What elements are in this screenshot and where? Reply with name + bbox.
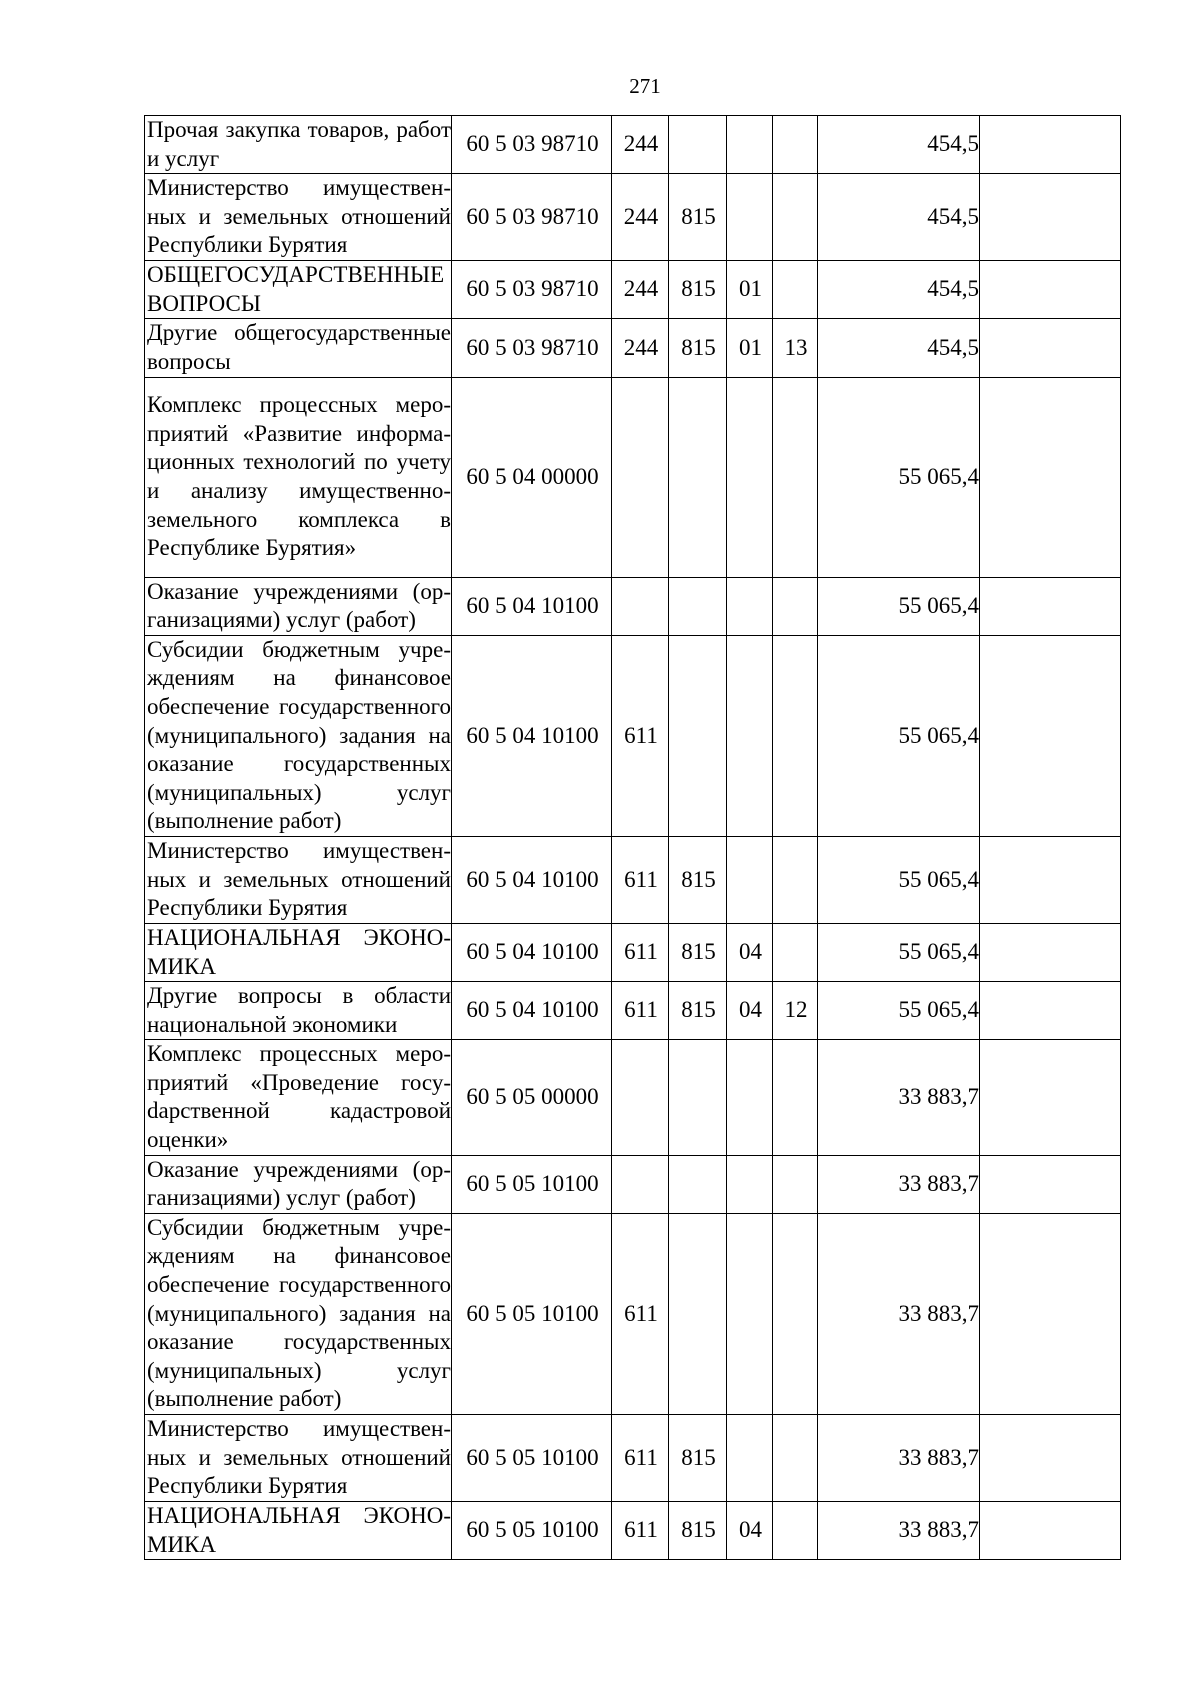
target-article-cell: 60 5 05 10100 [452,1415,612,1502]
row-name-cell: Министерство имущественных и земельных отношений Республики Бурятия [145,174,452,261]
amount-cell: 33 883,7 [818,1155,980,1213]
table-row [145,923,1121,981]
ministry-code-cell: 815 [669,1415,727,1502]
expense-type-cell [612,577,669,635]
row-name-cell: Прочая закупка товаров, работ и услуг [145,116,452,174]
amount-cell: 33 883,7 [818,1415,980,1502]
expense-type-cell: 244 [612,174,669,261]
ministry-code-cell [669,1040,727,1155]
section-cell [727,116,773,174]
expense-type-cell: 611 [612,836,669,923]
target-article-cell: 60 5 05 00000 [452,1040,612,1155]
row-name-cell: ОБЩЕГОСУДАРСТВЕННЫЕ ВОПРОСЫ [145,261,452,319]
expense-type-cell [612,377,669,577]
amount-2-cell [980,577,1121,635]
ministry-code-cell [669,116,727,174]
ministry-code-cell: 815 [669,982,727,1040]
page-number: 271 [629,74,661,98]
amount-cell: 55 065,4 [818,923,980,981]
subsection-cell [773,1502,818,1560]
section-cell: 01 [727,261,773,319]
row-name-cell: НАЦИОНАЛЬНАЯ ЭКОНОМИКА [145,1502,452,1560]
subsection-cell [773,836,818,923]
ministry-code-cell: 815 [669,1502,727,1560]
table-row [145,377,1121,577]
subsection-cell [773,923,818,981]
amount-2-cell [980,116,1121,174]
amount-cell: 33 883,7 [818,1213,980,1414]
section-cell [727,174,773,261]
section-cell [727,377,773,577]
amount-2-cell [980,1213,1121,1414]
subsection-cell: 12 [773,982,818,1040]
expense-type-cell: 244 [612,116,669,174]
ministry-code-cell [669,377,727,577]
expense-type-cell: 244 [612,261,669,319]
expense-type-cell [612,1040,669,1155]
ministry-code-cell: 815 [669,836,727,923]
section-cell [727,1213,773,1414]
subsection-cell [773,261,818,319]
subsection-cell [773,1415,818,1502]
section-cell [727,1415,773,1502]
table-row [145,982,1121,1040]
target-article-cell: 60 5 03 98710 [452,319,612,377]
ministry-code-cell: 815 [669,319,727,377]
amount-cell: 454,5 [818,261,980,319]
expense-type-cell: 611 [612,923,669,981]
section-cell [727,635,773,836]
expense-type-cell: 611 [612,982,669,1040]
target-article-cell: 60 5 03 98710 [452,174,612,261]
table-row [145,1213,1121,1414]
amount-2-cell [980,923,1121,981]
ministry-code-cell: 815 [669,923,727,981]
row-name-cell: Другие вопросы в области национальной экономики [145,982,452,1040]
amount-cell: 33 883,7 [818,1040,980,1155]
subsection-cell [773,1213,818,1414]
ministry-code-cell: 815 [669,174,727,261]
row-name-cell: Оказание учреждениями (организациями) услуг (работ) [145,577,452,635]
expense-type-cell [612,1155,669,1213]
expense-type-cell: 611 [612,635,669,836]
row-name-cell: Комплекс процессных мероприятий «Проведение госуdарственной кадастровой оценки» [145,1040,452,1155]
target-article-cell: 60 5 04 10100 [452,635,612,836]
amount-2-cell [980,174,1121,261]
row-name-cell: НАЦИОНАЛЬНАЯ ЭКОНОМИКА [145,923,452,981]
target-article-cell: 60 5 03 98710 [452,116,612,174]
table-row [145,577,1121,635]
amount-2-cell [980,836,1121,923]
subsection-cell [773,1155,818,1213]
target-article-cell: 60 5 04 00000 [452,377,612,577]
section-cell [727,1040,773,1155]
subsection-cell [773,174,818,261]
ministry-code-cell [669,577,727,635]
target-article-cell: 60 5 04 10100 [452,836,612,923]
section-cell: 01 [727,319,773,377]
expense-type-cell: 611 [612,1213,669,1414]
row-name-cell: Другие общегосударственные вопросы [145,319,452,377]
amount-cell: 55 065,4 [818,377,980,577]
target-article-cell: 60 5 04 10100 [452,577,612,635]
section-cell: 04 [727,982,773,1040]
subsection-cell [773,635,818,836]
section-cell: 04 [727,923,773,981]
table-row [145,319,1121,377]
amount-2-cell [980,377,1121,577]
table-row [145,836,1121,923]
section-cell [727,836,773,923]
row-name-cell: Министерство имущественных и земельных отношений Республики Бурятия [145,836,452,923]
target-article-cell: 60 5 05 10100 [452,1213,612,1414]
subsection-cell [773,116,818,174]
table-row [145,635,1121,836]
expense-type-cell: 611 [612,1502,669,1560]
budget-table [144,115,1121,1560]
amount-2-cell [980,1415,1121,1502]
expense-type-cell: 244 [612,319,669,377]
table-row [145,116,1121,174]
ministry-code-cell: 815 [669,261,727,319]
subsection-cell [773,1040,818,1155]
amount-cell: 55 065,4 [818,836,980,923]
target-article-cell: 60 5 05 10100 [452,1155,612,1213]
amount-cell: 454,5 [818,116,980,174]
row-name-cell: Комплекс процессных мероприятий «Развитие информационных технологий по учету и анализу имущественно-земельного комплекса в Республике Бурятия» [145,377,452,577]
amount-cell: 55 065,4 [818,982,980,1040]
row-name-cell: Субсидии бюджетным учреждениям на финансовое обеспечение государственного (муниципального) задания на оказание государственных (муниципальных) услуг (выполнение работ) [145,635,452,836]
amount-cell: 55 065,4 [818,635,980,836]
table-row [145,1415,1121,1502]
section-cell: 04 [727,1502,773,1560]
subsection-cell [773,577,818,635]
amount-2-cell [980,982,1121,1040]
table-row [145,1155,1121,1213]
table-row [145,174,1121,261]
budget-table-body [145,116,1121,1560]
amount-2-cell [980,635,1121,836]
row-name-cell: Министерство имущественных и земельных отношений Республики Бурятия [145,1415,452,1502]
table-row [145,1502,1121,1560]
amount-cell: 55 065,4 [818,577,980,635]
ministry-code-cell [669,1155,727,1213]
amount-2-cell [980,261,1121,319]
amount-cell: 33 883,7 [818,1502,980,1560]
row-name-cell: Оказание учреждениями (организациями) услуг (работ) [145,1155,452,1213]
table-row [145,1040,1121,1155]
amount-2-cell [980,1155,1121,1213]
table-row [145,261,1121,319]
section-cell [727,577,773,635]
target-article-cell: 60 5 04 10100 [452,982,612,1040]
ministry-code-cell [669,635,727,836]
amount-2-cell [980,1502,1121,1560]
target-article-cell: 60 5 05 10100 [452,1502,612,1560]
target-article-cell: 60 5 04 10100 [452,923,612,981]
amount-2-cell [980,1040,1121,1155]
subsection-cell [773,377,818,577]
ministry-code-cell [669,1213,727,1414]
amount-cell: 454,5 [818,319,980,377]
amount-2-cell [980,319,1121,377]
subsection-cell: 13 [773,319,818,377]
target-article-cell: 60 5 03 98710 [452,261,612,319]
amount-cell: 454,5 [818,174,980,261]
section-cell [727,1155,773,1213]
row-name-cell: Субсидии бюджетным учреждениям на финансовое обеспечение государственного (муниципального) задания на оказание государственных (муниципальных) услуг (выполнение работ) [145,1213,452,1414]
expense-type-cell: 611 [612,1415,669,1502]
